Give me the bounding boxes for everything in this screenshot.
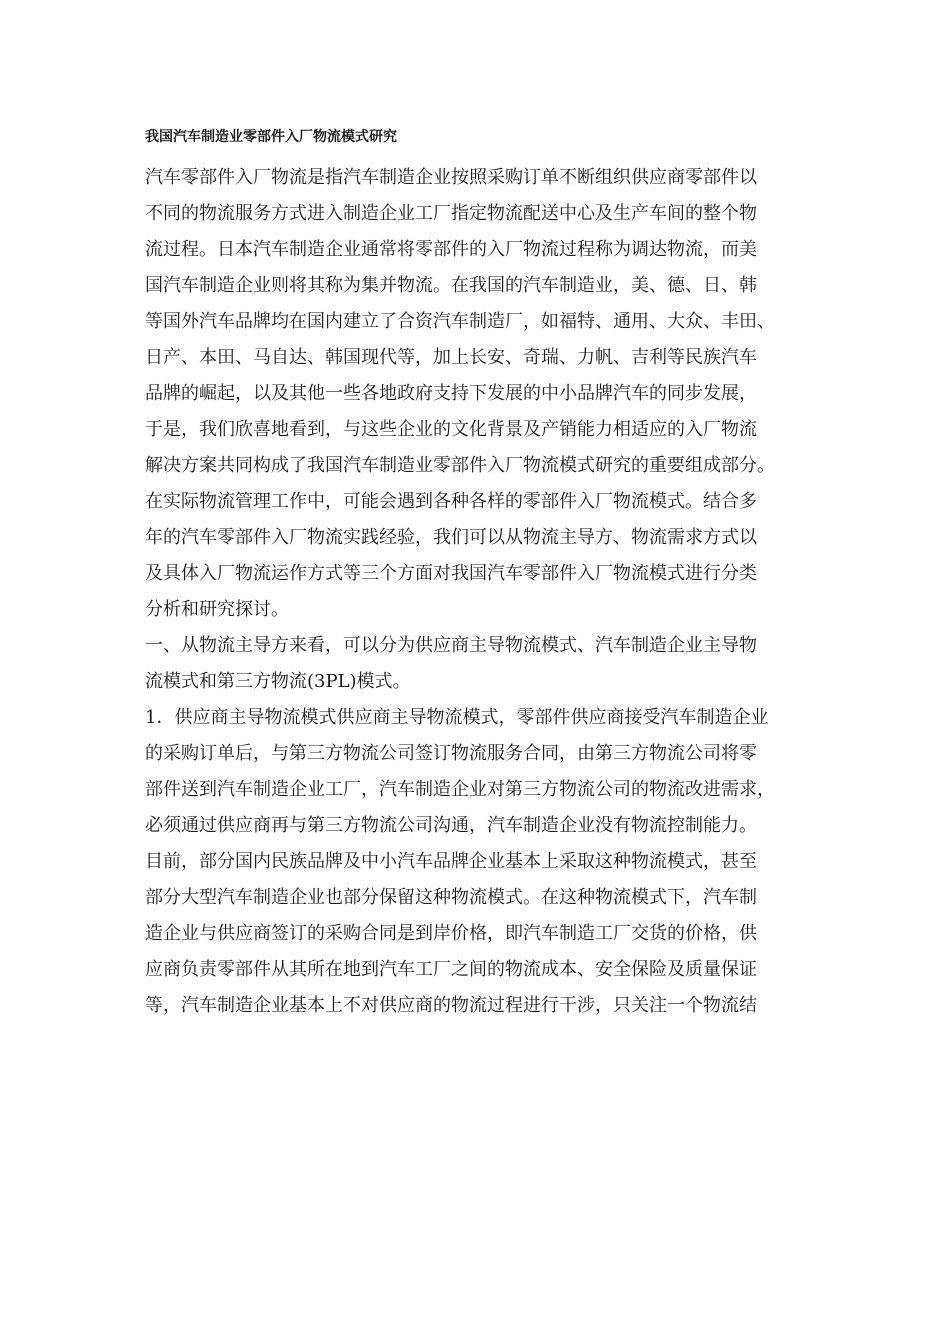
body-text-line: 流过程。日本汽车制造企业通常将零部件的入厂物流过程称为调达物流，而美	[145, 239, 757, 260]
body-text-line: 不同的物流服务方式进入制造企业工厂指定物流配送中心及生产车间的整个物	[145, 203, 757, 224]
body-text-line: 应商负责零部件从其所在地到汽车工厂之间的物流成本、安全保险及质量保证	[145, 959, 757, 980]
body-text-line: 造企业与供应商签订的采购合同是到岸价格，即汽车制造工厂交货的价格，供	[145, 923, 757, 944]
body-text-line: 年的汽车零部件入厂物流实践经验，我们可以从物流主导方、物流需求方式以	[145, 527, 757, 548]
body-text-line: 及具体入厂物流运作方式等三个方面对我国汽车零部件入厂物流模式进行分类	[145, 563, 757, 584]
body-text-line: 等国外汽车品牌均在国内建立了合资汽车制造厂，如福特、通用、大众、丰田、	[145, 311, 775, 332]
body-text-line: 的采购订单后，与第三方物流公司签订物流服务合同，由第三方物流公司将零	[145, 743, 757, 764]
body-text-line: 目前，部分国内民族品牌及中小汽车品牌企业基本上采取这种物流模式，甚至	[145, 851, 757, 872]
body-text-line: 1．供应商主导物流模式供应商主导物流模式，零部件供应商接受汽车制造企业	[145, 707, 769, 728]
body-text-line: 国汽车制造企业则将其称为集并物流。在我国的汽车制造业，美、德、日、韩	[145, 275, 757, 296]
body-text-line: 解决方案共同构成了我国汽车制造业零部件入厂物流模式研究的重要组成部分。	[145, 455, 775, 476]
body-text-line: 部分大型汽车制造企业也部分保留这种物流模式。在这种物流模式下，汽车制	[145, 887, 757, 908]
body-text-line: 一、从物流主导方来看，可以分为供应商主导物流模式、汽车制造企业主导物	[145, 635, 757, 656]
body-text-line: 品牌的崛起，以及其他一些各地政府支持下发展的中小品牌汽车的同步发展，	[145, 383, 757, 404]
body-text-line: 流模式和第三方物流(3PL)模式。	[145, 671, 411, 692]
body-text-line: 日产、本田、马自达、韩国现代等，加上长安、奇瑞、力帆、吉利等民族汽车	[145, 347, 757, 368]
body-text-line: 分析和研究探讨。	[145, 599, 289, 620]
body-text-line: 部件送到汽车制造企业工厂，汽车制造企业对第三方物流公司的物流改进需求，	[145, 779, 775, 800]
document-title: 我国汽车制造业零部件入厂物流模式研究	[145, 129, 397, 145]
body-text-line: 汽车零部件入厂物流是指汽车制造企业按照采购订单不断组织供应商零部件以	[145, 167, 757, 188]
document-body	[145, 160, 815, 1024]
body-text-line: 必须通过供应商再与第三方物流公司沟通，汽车制造企业没有物流控制能力。	[145, 815, 757, 836]
body-text-line: 等，汽车制造企业基本上不对供应商的物流过程进行干涉，只关注一个物流结	[145, 995, 757, 1016]
body-text-line: 在实际物流管理工作中，可能会遇到各种各样的零部件入厂物流模式。结合多	[145, 491, 757, 512]
body-text-line: 于是，我们欣喜地看到，与这些企业的文化背景及产销能力相适应的入厂物流	[145, 419, 757, 440]
